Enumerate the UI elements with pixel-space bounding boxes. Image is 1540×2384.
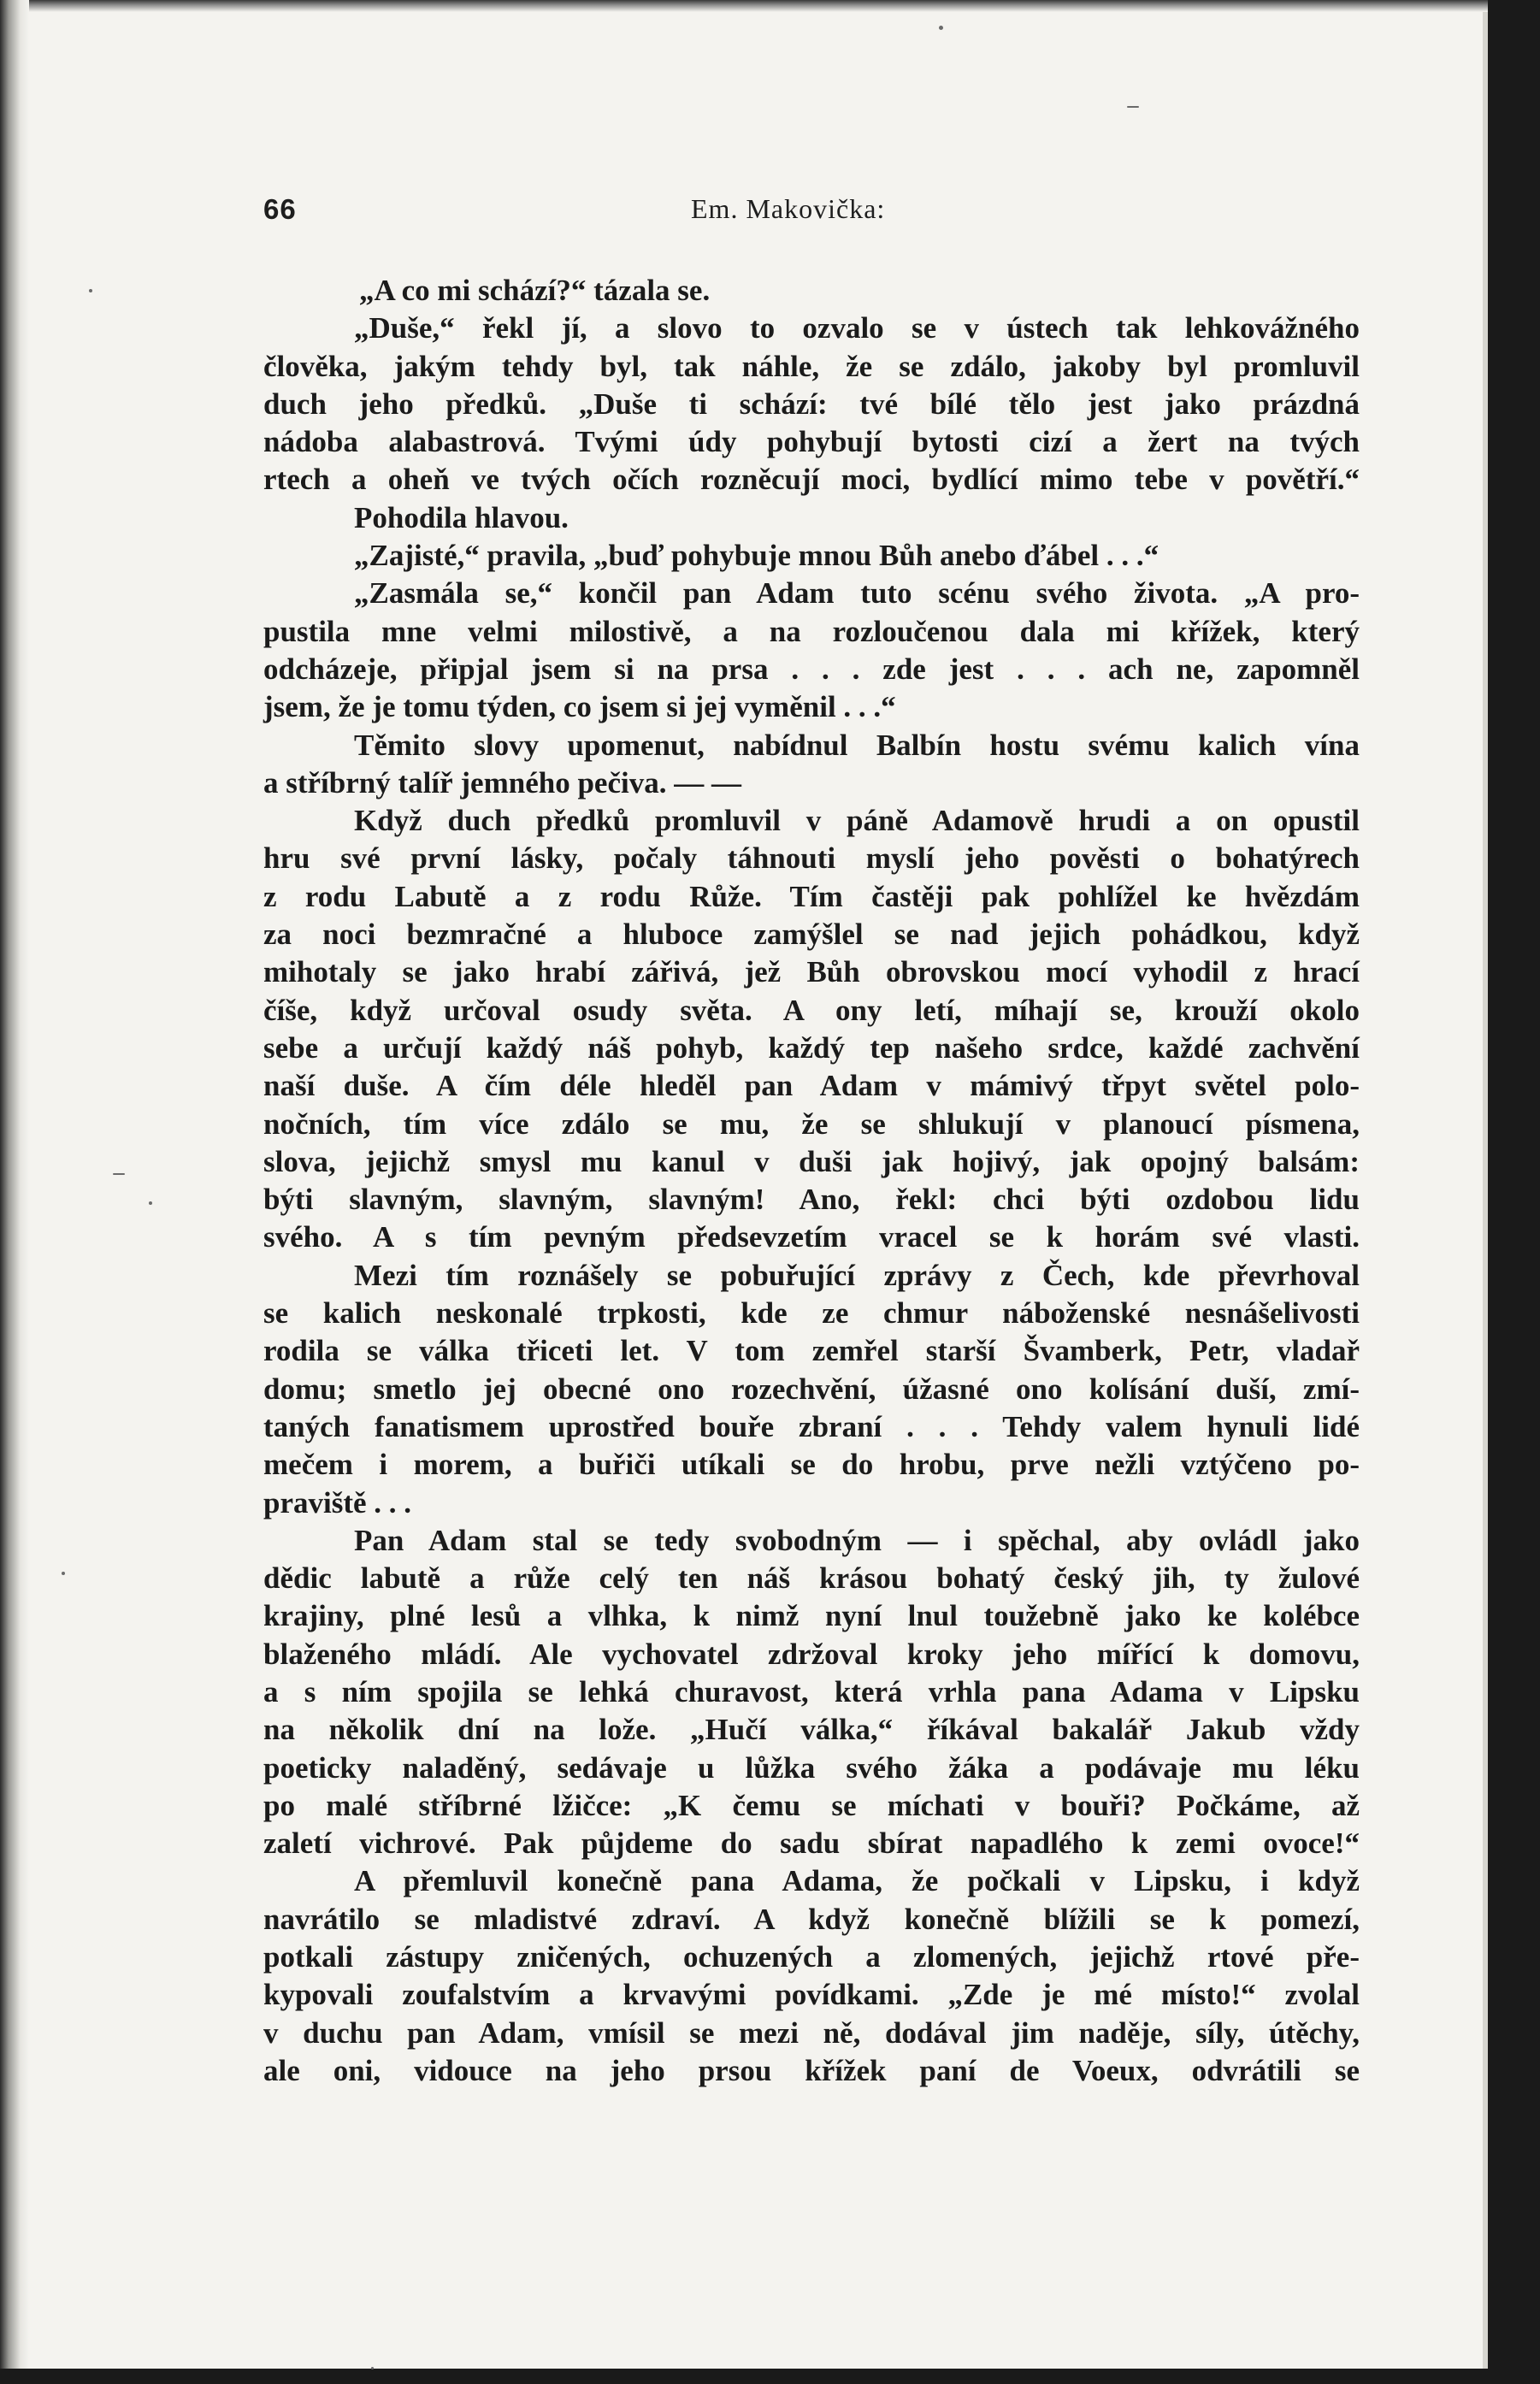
text-line: mihotaly se jako hrabí zářivá, jež Bůh obrovskou mocí vyhodil z hrací [263,955,1360,989]
text-line: jsem, že je tomu týden, co jsem si jej vyměnil . . .“ [263,690,896,724]
text-line: praviště . . . [263,1485,412,1520]
text-line: odcházeje, připjal jsem si na prsa . . . zde jest . . . ach ne, zapomněl [263,652,1360,686]
text-line: zaletí vichrové. Pak půjdeme do sadu sbírat napadlého k zemi ovoce!“ [263,1826,1360,1861]
text-line: v duchu pan Adam, vmísil se mezi ně, dodával jim naděje, síly, útěchy, [263,2015,1360,2050]
text-line: a s ním spojila se lehká churavost, která vrhla pana Adama v Lipsku [263,1674,1360,1708]
text-line: „Zajisté,“ pravila, „buď pohybuje mnou Bůh anebo ďábel . . .“ [354,539,1159,573]
page-top-edge [0,0,1488,12]
scan-speck [1127,106,1139,108]
text-line: Když duch předků promluvil v páně Adamově hrudi a on opustil [354,804,1360,838]
page-binding-edge [0,0,29,2369]
scan-speck [371,2367,374,2369]
text-line: nočních, tím více zdálo se mu, že se shlukují v planoucí písmena, [263,1106,1360,1141]
text-line: nádoba alabastrová. Tvými údy pohybují bytosti cizí a žert na tvých [263,425,1360,459]
scan-speck [939,26,943,30]
text-line: se kalich neskonalé trpkosti, kde ze chmur náboženské nesnášelivosti [263,1296,1360,1331]
text-line: mečem i morem, a buřiči utíkali se do hrobu, prve nežli vztýčeno po- [263,1448,1360,1482]
text-line: A přemluvil konečně pana Adama, že počkali v Lipsku, i když [354,1864,1360,1898]
text-line: sebe a určují každý náš pohyb, každý tep našeho srdce, každé zachvění [263,1030,1360,1065]
text-line: potkali zástupy zničených, ochuzených a zlomených, jejichž rtové pře- [263,1940,1360,1974]
text-line: duch jeho předků. „Duše ti schází: tvé bílé tělo jest jako prázdná [263,387,1360,421]
text-line: Mezi tím roznášely se pobuřující zprávy z Čech, kde převrhoval [354,1258,1360,1292]
scan-speck [149,1201,152,1205]
text-line: ale oni, vidouce na jeho prsou křížek paní de Voeux, odvrátili se [263,2053,1360,2087]
text-line: býti slavným, slavným, slavným! Ano, řekl: chci býti ozdobou lidu [263,1183,1360,1217]
text-line: naší duše. A čím déle hleděl pan Adam v mámivý třpyt světel polo- [263,1069,1360,1103]
page-number: 66 [263,193,297,225]
text-line: rodila se válka třiceti let. V tom zemřel starší Švamberk, Petr, vladař [263,1334,1360,1368]
text-line: rtech a oheň ve tvých očích rozněcují moci, bydlící mimo tebe v povětří.“ [263,463,1360,497]
text-line: blaženého mládí. Ale vychovatel zdržoval kroky jeho mířící k domovu, [263,1637,1360,1671]
text-line: číše, když určoval osudy světa. A ony letí, míhají se, krouží okolo [263,993,1360,1027]
text-line: navrátilo se mladistvé zdraví. A když konečně blížili se k pomezí, [263,1902,1360,1936]
text-line: pustila mne velmi milostivě, a na rozloučenou dala mi křížek, který [263,614,1360,648]
text-line: „Duše,“ řekl jí, a slovo to ozvalo se v ústech tak lehkovážného [354,311,1360,345]
body-text [263,272,1360,2090]
text-line: z rodu Labutě a z rodu Růže. Tím častěji pak pohlížel ke hvězdám [263,879,1360,913]
text-line: dědic labutě a růže celý ten náš krásou bohatý český jih, ty žulové [263,1561,1360,1596]
text-line: taných fanatismem uprostřed bouře zbraní . . . Tehdy valem hynuli lidé [263,1409,1360,1443]
text-line: „Zasmála se,“ končil pan Adam tuto scénu svého života. „A pro- [354,576,1360,611]
text-line: „A co mi schází?“ tázala se. [359,274,711,307]
text-line: poeticky naladěný, sedávaje u lůžka svého žáka a podávaje mu léku [263,1750,1360,1785]
scan-speck [89,289,92,292]
scan-speck [62,1572,65,1575]
scan-speck [113,1173,125,1175]
text-line: po malé stříbrné lžičce: „K čemu se míchati v bouři? Počkáme, až [263,1788,1360,1822]
text-line: na několik dní na lože. „Hučí válka,“ říkával bakalář Jakub vždy [263,1713,1360,1747]
text-line: Těmito slovy upomenut, nabídnul Balbín hostu svému kalich vína [354,728,1360,762]
text-line: kypovali zoufalstvím a krvavými povídkami. „Zde je mé místo!“ zvolal [263,1978,1360,2012]
running-head: Em. Makovička: [691,193,886,224]
text-line: hru své první lásky, počaly táhnouti myslí jeho pověsti o bohatýrech [263,841,1360,876]
text-line: slova, jejichž smysl mu kanul v duši jak hojivý, jak opojný balsám: [263,1144,1360,1178]
text-line: člověka, jakým tehdy byl, tak náhle, že se zdálo, jakoby byl promluvil [263,349,1360,383]
text-line: Pohodila hlavou. [354,500,569,534]
page-header [263,193,1358,231]
text-line: domu; smetlo jej obecné ono rozechvění, úžasné ono kolísání duší, zmí- [263,1372,1360,1406]
text-line: a stříbrný talíř jemného pečiva. — — [263,765,741,800]
text-line: svého. A s tím pevným předsevzetím vracel se k horám své vlasti. [263,1220,1360,1254]
text-line: za noci bezmračné a hluboce zamýšlel se nad jejich pohádkou, když [263,918,1360,952]
text-line: Pan Adam stal se tedy svobodným — i spěchal, aby ovládl jako [354,1523,1360,1557]
text-line: krajiny, plné lesů a vlhka, k nimž nyní lnul toužebně jako ke kolébce [263,1599,1360,1633]
